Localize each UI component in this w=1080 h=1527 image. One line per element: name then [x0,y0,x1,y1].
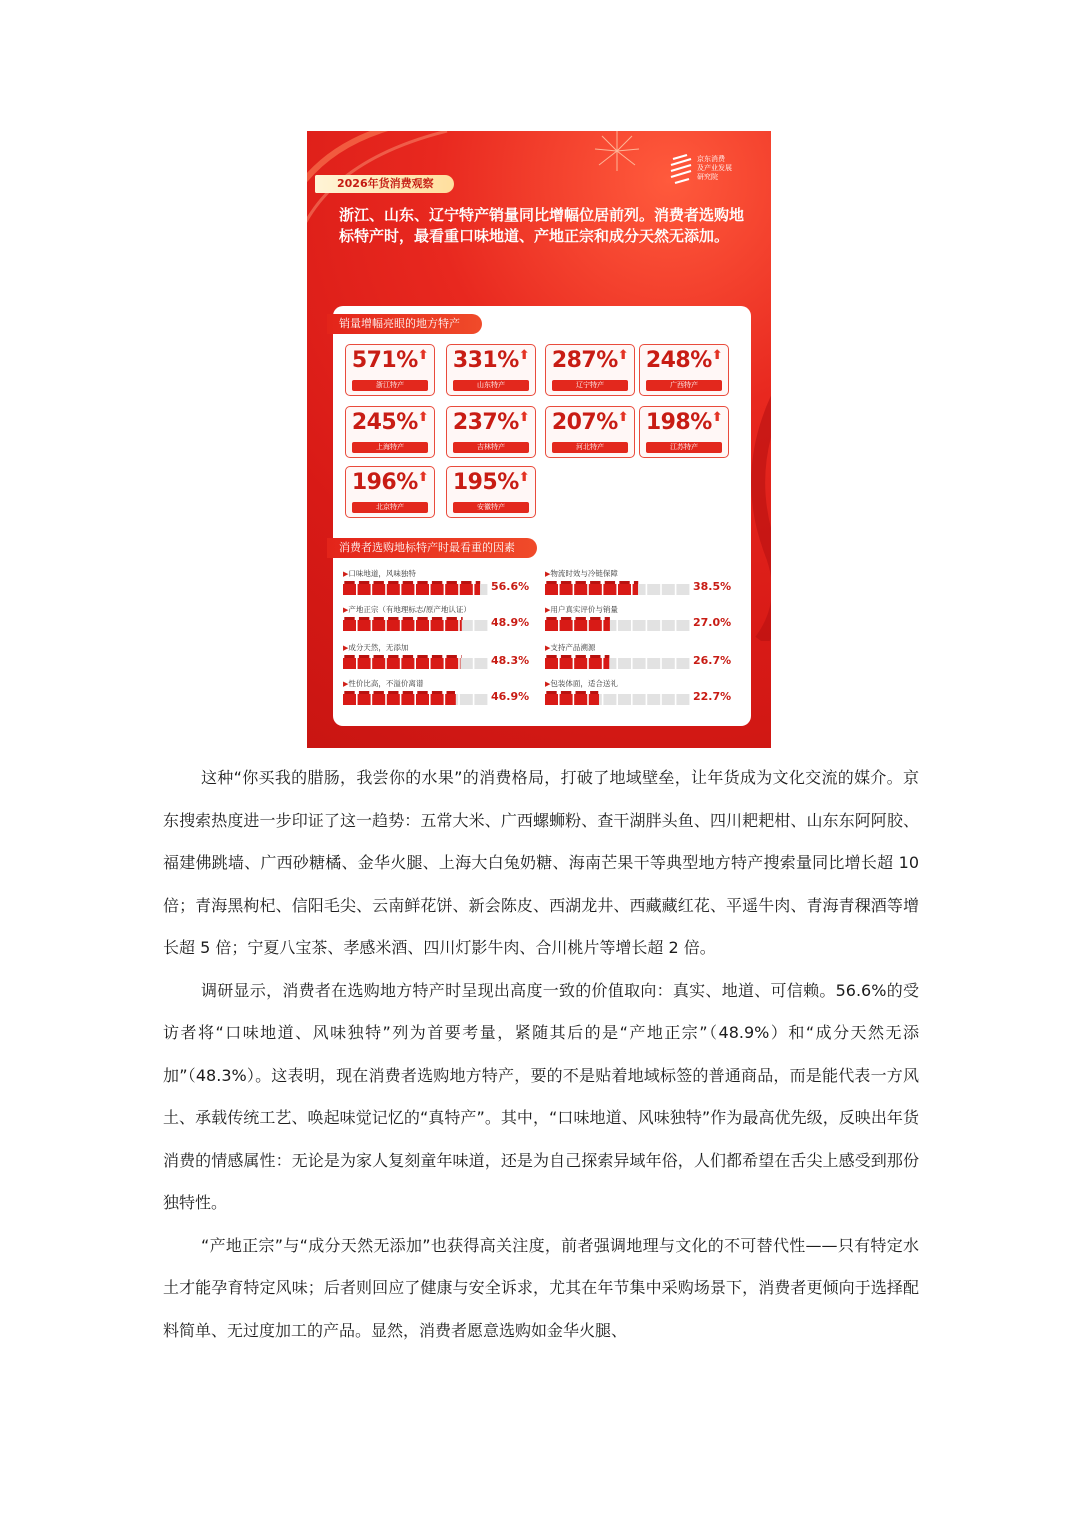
factor-value: 22.7% [693,690,732,703]
growth-card [446,466,536,518]
factor-item [545,568,735,602]
factor-value: 56.6% [491,580,530,593]
growth-card [446,344,536,396]
gift-box-icon [431,581,444,595]
gift-box-icon [431,691,444,705]
gift-box-icon [401,581,414,595]
gift-box-icon [460,694,473,705]
gift-box-icon [416,655,429,669]
gift-box-icon [358,581,371,595]
up-arrow-icon: ⬆ [518,410,530,425]
growth-card [639,406,729,458]
growth-percent: 287%⬆ [551,348,629,373]
growth-card [639,344,729,396]
section-title-growth: 销量增幅亮眼的地方特产 [327,314,482,334]
gift-box-icon [474,620,487,631]
up-arrow-icon: ⬆ [518,348,530,363]
triangle-bullet-icon: ▶ [343,644,349,652]
section-title-factors: 消费者选购地标特产时最看重的因素 [327,538,537,558]
factor-label: ▶支持产品溯源 [545,643,596,652]
gift-box-icon [416,617,429,631]
gift-box-icon [343,617,356,631]
up-arrow-icon: ⬆ [417,470,429,485]
factor-item [545,678,735,712]
gift-box-icon [633,581,646,595]
up-arrow-icon: ⬆ [417,348,429,363]
growth-region-label: 吉林特产 [453,442,529,453]
gift-box-icon [474,658,487,669]
gift-box-icon [603,617,616,631]
gift-box-icon [560,691,573,705]
gift-box-icon [676,694,689,705]
gift-box-icon [662,694,675,705]
factor-gift-bar [545,655,693,669]
paragraph-1: 这种“你买我的腊肠，我尝你的水果”的消费格局，打破了地域壁垒，让年货成为文化交流的媒介。京东搜索热度进一步印证了这一趋势：五常大米、广西螺蛳粉、查干湖胖头鱼、四川耙耙柑、山东东阿阿胶、福建佛跳墙、广西砂糖橘、金华火腿、上海大白兔奶糖、海南芒果干等典型地方特产搜索量同比增长超 10 倍；青海黑枸杞、信阳毛尖、云南鲜花饼、新会陈皮、西湖龙井、西藏藏红花、平遥牛肉、青海青稞酒等增长超 5 倍；宁夏八宝茶、孝感米酒、四川灯影牛肉、合川桃片等增长超 2 倍。 [163,768,919,957]
gift-box-icon [372,581,385,595]
factor-item [343,568,533,602]
factor-label: ▶产地正宗（有地理标志/原产地认证） [343,605,471,614]
gift-box-icon [343,581,356,595]
gift-box-icon [647,658,660,669]
factor-gift-bar [545,617,693,631]
gift-box-icon [633,658,646,669]
gift-box-icon [633,694,646,705]
gift-box-icon [647,694,660,705]
growth-card [446,406,536,458]
gift-box-icon [460,655,473,669]
factor-gift-bar [545,691,693,705]
factor-item [343,604,533,638]
factor-value: 46.9% [491,690,530,703]
gift-box-icon [618,658,631,669]
gift-box-icon [445,581,458,595]
growth-percent: 248%⬆ [645,348,723,373]
gift-box-icon [387,691,400,705]
jd-institute-logo [669,153,759,189]
gift-box-icon [589,655,602,669]
factor-item [343,678,533,712]
content-panel [333,306,751,726]
triangle-bullet-icon: ▶ [545,570,551,578]
logo-line-2: 及产业发展 [697,164,732,172]
gift-box-icon [662,584,675,595]
factor-value: 48.3% [491,654,530,667]
up-arrow-icon: ⬆ [711,410,723,425]
gift-box-icon [560,655,573,669]
triangle-bullet-icon: ▶ [343,606,349,614]
factor-value: 26.7% [693,654,732,667]
headline: 浙江、山东、辽宁特产销量同比增幅位居前列。消费者选购地标特产时，最看重口味地道、产地正宗和成分天然无添加。 [339,206,745,245]
gift-box-icon [445,691,458,705]
gift-box-icon [589,581,602,595]
factor-value: 27.0% [693,616,732,629]
paragraph-2: 调研显示，消费者在选购地方特产时呈现出高度一致的价值取向：真实、地道、可信赖。56.6%的受访者将“口味地道、风味独特”列为首要考量，紧随其后的是“产地正宗”（48.9%）和“成分天然无添加”（48.3%）。这表明，现在消费者选购地方特产，要的不是贴着地域标签的普通商品，而是能代表一方风土、承载传统工艺、唤起味觉记忆的“真特产”。其中，“口味地道、风味独特”作为最高优先级，反映出年货消费的情感属性：无论是为家人复刻童年味道，还是为自己探索异域年俗，人们都希望在舌尖上感受到那份独特性。 [163,980,919,1212]
gift-box-icon [387,581,400,595]
article-body [163,757,919,1352]
gift-box-icon [416,581,429,595]
gift-box-icon [358,617,371,631]
factor-gift-bar [343,581,491,595]
growth-region-label: 山东特产 [453,380,529,391]
up-arrow-icon: ⬆ [518,470,530,485]
infographic [307,131,771,748]
gift-box-icon [545,691,558,705]
up-arrow-icon: ⬆ [417,410,429,425]
gift-box-icon [431,617,444,631]
gift-box-icon [372,691,385,705]
factor-label: ▶包装体面，适合送礼 [545,679,618,688]
gift-box-icon [460,581,473,595]
triangle-bullet-icon: ▶ [343,680,349,688]
gift-box-icon [445,655,458,669]
gift-box-icon [676,620,689,631]
title-badge: 2026年货消费观察 [315,175,454,193]
factor-item [545,642,735,676]
gift-box-icon [618,620,631,631]
gift-box-icon [387,655,400,669]
gift-box-icon [416,691,429,705]
up-arrow-icon: ⬆ [711,348,723,363]
gift-box-icon [647,620,660,631]
factor-value: 38.5% [693,580,732,593]
gift-box-icon [372,655,385,669]
gift-box-icon [560,581,573,595]
factor-gift-bar [343,617,491,631]
factor-gift-bar [545,581,693,595]
gift-box-icon [560,617,573,631]
gift-box-icon [401,617,414,631]
growth-percent: 237%⬆ [452,410,530,435]
gift-box-icon [603,694,616,705]
gift-box-icon [618,694,631,705]
gift-box-icon [574,655,587,669]
gift-box-icon [545,655,558,669]
gift-box-icon [387,617,400,631]
gift-box-icon [358,655,371,669]
gift-box-icon [401,655,414,669]
triangle-bullet-icon: ▶ [545,680,551,688]
gift-box-icon [401,691,414,705]
gift-box-icon [603,581,616,595]
gift-box-icon [474,581,487,595]
gift-box-icon [662,658,675,669]
growth-region-label: 江苏特产 [646,442,722,453]
growth-percent: 195%⬆ [452,470,530,495]
logo-text [697,155,757,182]
growth-region-label: 北京特产 [352,502,428,513]
factor-label: ▶用户真实评价与销量 [545,605,618,614]
growth-percent: 331%⬆ [452,348,530,373]
fireworks-icon [557,131,677,191]
gift-box-icon [589,617,602,631]
factor-value: 48.9% [491,616,530,629]
gift-box-icon [662,620,675,631]
gift-box-icon [574,581,587,595]
logo-line-3: 研究院 [697,173,718,181]
growth-percent: 196%⬆ [351,470,429,495]
growth-region-label: 河北特产 [552,442,628,453]
up-arrow-icon: ⬆ [617,348,629,363]
gift-box-icon [676,584,689,595]
triangle-bullet-icon: ▶ [545,644,551,652]
growth-card [345,406,435,458]
triangle-bullet-icon: ▶ [343,570,349,578]
up-arrow-icon: ⬆ [617,410,629,425]
growth-percent: 571%⬆ [351,348,429,373]
gift-box-icon [372,617,385,631]
triangle-bullet-icon: ▶ [545,606,551,614]
growth-card [545,406,635,458]
growth-card [545,344,635,396]
factor-item [343,642,533,676]
growth-card [345,344,435,396]
factor-gift-bar [343,691,491,705]
gift-box-icon [460,617,473,631]
gift-box-icon [589,691,602,705]
factor-label: ▶口味地道，风味独特 [343,569,416,578]
gift-box-icon [474,694,487,705]
growth-region-label: 广西特产 [646,380,722,391]
growth-card [345,466,435,518]
gift-box-icon [343,691,356,705]
factor-gift-bar [343,655,491,669]
gift-box-icon [431,655,444,669]
growth-percent: 207%⬆ [551,410,629,435]
growth-region-label: 辽宁特产 [552,380,628,391]
factor-label: ▶物流时效与冷链保障 [545,569,618,578]
gift-box-icon [545,617,558,631]
gift-box-icon [343,655,356,669]
paragraph-3: “产地正宗”与“成分天然无添加”也获得高关注度，前者强调地理与文化的不可替代性——只有特定水土才能孕育特定风味；后者则回应了健康与安全诉求，尤其在年节集中采购场景下，消费者更倾向于选择配料简单、无过度加工的产品。显然，消费者愿意选购如金华火腿、 [163,1235,919,1340]
factor-item [545,604,735,638]
gift-box-icon [574,691,587,705]
growth-percent: 245%⬆ [351,410,429,435]
factor-label: ▶性价比高，不溢价离谱 [343,679,424,688]
growth-region-label: 浙江特产 [352,380,428,391]
gift-box-icon [618,581,631,595]
gift-box-icon [545,581,558,595]
gift-box-icon [633,620,646,631]
growth-region-label: 安徽特产 [453,502,529,513]
gift-box-icon [676,658,689,669]
gift-box-icon [445,617,458,631]
logo-line-1: 京东消费 [697,155,725,163]
logo-mark-icon [669,153,693,185]
factor-label: ▶成分天然，无添加 [343,643,409,652]
gift-box-icon [574,617,587,631]
growth-region-label: 上海特产 [352,442,428,453]
gift-box-icon [647,584,660,595]
gift-box-icon [603,655,616,669]
gift-box-icon [358,691,371,705]
growth-percent: 198%⬆ [645,410,723,435]
